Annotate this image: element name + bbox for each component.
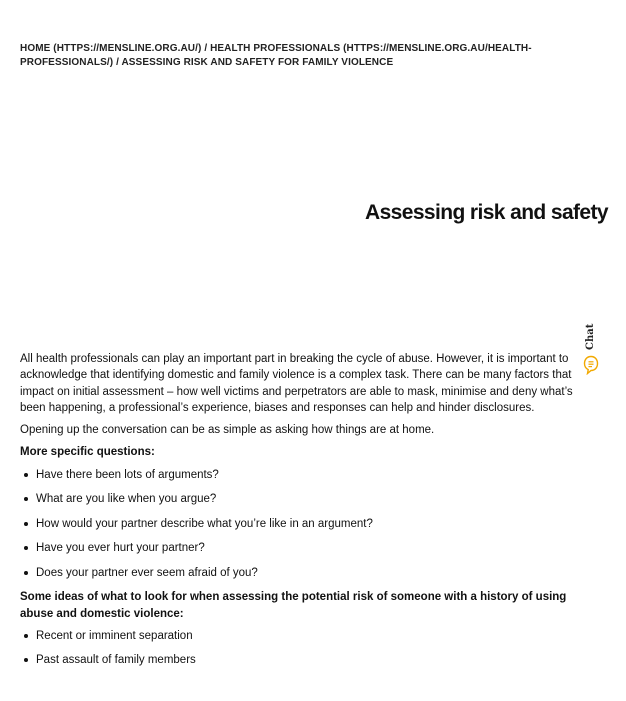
breadcrumb-separator: / — [113, 57, 122, 68]
page-title: Assessing risk and safety — [365, 201, 608, 224]
breadcrumb — [20, 42, 580, 70]
chat-label: Chat — [585, 323, 596, 350]
breadcrumb-home-link[interactable]: HOME (HTTPS://MENSLINE.ORG.AU/) — [20, 43, 202, 54]
breadcrumb-separator: / — [201, 43, 211, 54]
chat-bubble-icon — [583, 355, 599, 380]
list-item: Recent or imminent separation — [36, 628, 600, 644]
chat-button[interactable] — [581, 322, 601, 378]
opening-paragraph: Opening up the conversation can be as simple as asking how things are at home. — [20, 424, 435, 437]
breadcrumb-current: ASSESSING RISK AND SAFETY FOR FAMILY VIOLENCE — [121, 57, 394, 68]
list-item: Have there been lots of arguments? — [36, 467, 600, 483]
list-item: Does your partner ever seem afraid of you? — [36, 565, 600, 581]
breadcrumb-health-professionals-link[interactable]: HEALTH PROFESSIONALS (HTTPS://MENSLINE.ORG.AU/HEALTH-PROFESSIONALS/) — [20, 43, 532, 68]
questions-heading: More specific questions: — [20, 446, 155, 459]
list-item: How would your partner describe what you’re like in an argument? — [36, 516, 600, 532]
ideas-heading: Some ideas of what to look for when assessing the potential risk of someone with a history of using abuse and domestic violence: — [20, 591, 567, 620]
article-content — [20, 351, 600, 677]
list-item: What are you like when you argue? — [36, 491, 600, 507]
intro-paragraph: All health professionals can play an important part in breaking the cycle of abuse. However, it is important to acknowledge that identifying domestic and family violence is a complex task. There can be many factors that impact on initial assessment – how well victims and perpetrators are able to mask, minimise and deny what’s been happening, a professional’s experience, biases and responses can help and hinder disclosures. — [20, 353, 573, 414]
questions-list — [20, 467, 600, 581]
ideas-list — [20, 628, 600, 669]
list-item: Past assault of family members — [36, 652, 600, 668]
list-item: Have you ever hurt your partner? — [36, 540, 600, 556]
